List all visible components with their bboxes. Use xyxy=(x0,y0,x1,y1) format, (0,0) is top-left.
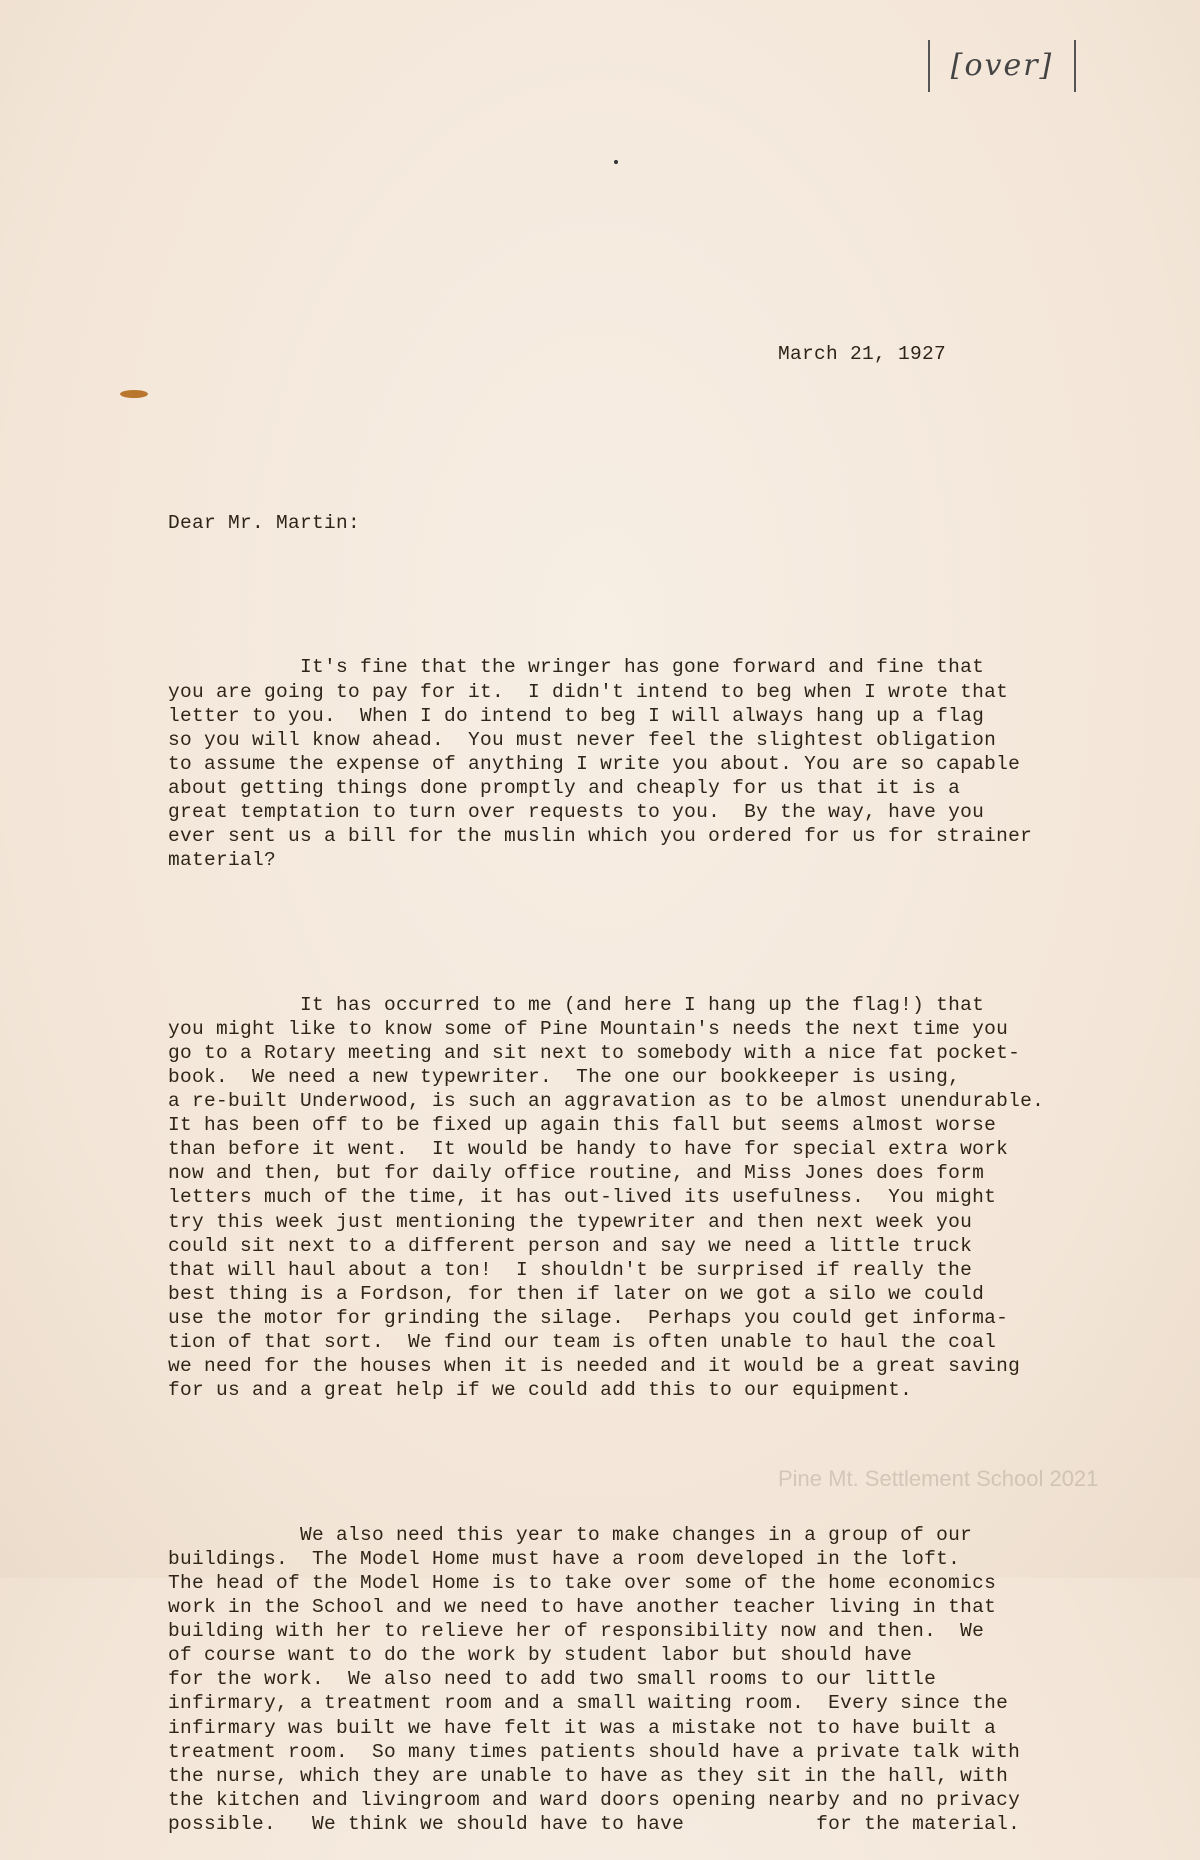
text-line: tion of that sort. We find our team is often unable to haul the coal xyxy=(168,1331,997,1354)
text-line: to assume the expense of anything I write you about. You are so capable xyxy=(168,752,1021,775)
watermark: Pine Mt. Settlement School 2021 xyxy=(778,1466,1099,1491)
paragraph-1 xyxy=(168,655,1044,872)
text-line: best thing is a Fordson, for then if later on we got a silo we could xyxy=(168,1282,985,1305)
text-line: work in the School and we need to have another teacher living in that xyxy=(168,1596,997,1619)
text-line: infirmary was built we have felt it was a mistake not to have built a xyxy=(168,1716,997,1739)
text-line: treatment room. So many times patients should have a private talk with xyxy=(168,1740,1021,1763)
text-line: building with her to relieve her of responsibility now and then. We xyxy=(168,1620,985,1643)
text-line: The head of the Model Home is to take over some of the home economics xyxy=(168,1571,997,1594)
salutation: Dear Mr. Martin: xyxy=(168,511,361,534)
text-line: letter to you. When I do intend to beg I will always hang up a flag xyxy=(168,704,985,727)
text-line: It has occurred to me (and here I hang up the flag!) that xyxy=(300,993,985,1016)
text-line: could sit next to a different person and say we need a little truck xyxy=(168,1234,973,1257)
text-line: possible. We think we should have to have for the material. xyxy=(168,1812,1021,1835)
letter-body xyxy=(168,294,1044,1860)
text-line: about getting things done promptly and cheaply for us that it is a xyxy=(168,776,961,799)
text-line: for the work. We also need to add two small rooms to our little xyxy=(168,1668,937,1691)
text-line: you might like to know some of Pine Mountain's needs the next time you xyxy=(168,1017,1009,1040)
text-line: so you will know ahead. You must never feel the slightest obligation xyxy=(168,728,997,751)
text-line: than before it went. It would be handy to have for special extra work xyxy=(168,1138,1009,1161)
paper-stain xyxy=(120,390,148,398)
text-line: we need for the houses when it is needed and it would be a great saving xyxy=(168,1355,1021,1378)
handwritten-over-note: [over] xyxy=(928,40,1076,92)
text-line: of course want to do the work by student labor but should have xyxy=(168,1644,913,1667)
text-line: you are going to pay for it. I didn't intend to beg when I wrote that xyxy=(168,680,1009,703)
text-line: It's fine that the wringer has gone forward and fine that xyxy=(300,656,985,679)
text-line: that will haul about a ton! I shouldn't be surprised if really the xyxy=(168,1258,973,1281)
text-line: a re-built Underwood, is such an aggravation as to be almost unendurable. xyxy=(168,1090,1045,1113)
text-line: It has been off to be fixed up again this fall but seems almost worse xyxy=(168,1114,997,1137)
text-line: ever sent us a bill for the muslin which you ordered for us for strainer xyxy=(168,825,1033,848)
paragraph-2 xyxy=(168,993,1044,1403)
letter-date: March 21, 1927 xyxy=(778,343,947,366)
paper-stain xyxy=(614,160,618,164)
text-line: the nurse, which they are unable to have as they sit in the hall, with xyxy=(168,1764,1009,1787)
text-line: the kitchen and livingroom and ward doors opening nearby and no privacy xyxy=(168,1788,1021,1811)
text-line: infirmary, a treatment room and a small waiting room. Every since the xyxy=(168,1692,1009,1715)
text-line: great temptation to turn over requests to you. By the way, have you xyxy=(168,800,985,823)
text-line: go to a Rotary meeting and sit next to somebody with a nice fat pocket- xyxy=(168,1041,1021,1064)
text-line: use the motor for grinding the silage. Perhaps you could get informa- xyxy=(168,1306,1009,1329)
text-line: We also need this year to make changes in a group of our xyxy=(300,1523,973,1546)
text-line: try this week just mentioning the typewriter and then next week you xyxy=(168,1210,973,1233)
text-line: letters much of the time, it has out-lived its usefulness. You might xyxy=(168,1186,997,1209)
paragraph-3 xyxy=(168,1523,1044,1836)
text-line: now and then, but for daily office routine, and Miss Jones does form xyxy=(168,1162,985,1185)
text-line: material? xyxy=(168,849,277,872)
text-line: for us and a great help if we could add this to our equipment. xyxy=(168,1379,913,1402)
text-line: buildings. The Model Home must have a room developed in the loft. xyxy=(168,1547,961,1570)
text-line: book. We need a new typewriter. The one our bookkeeper is using, xyxy=(168,1066,961,1088)
